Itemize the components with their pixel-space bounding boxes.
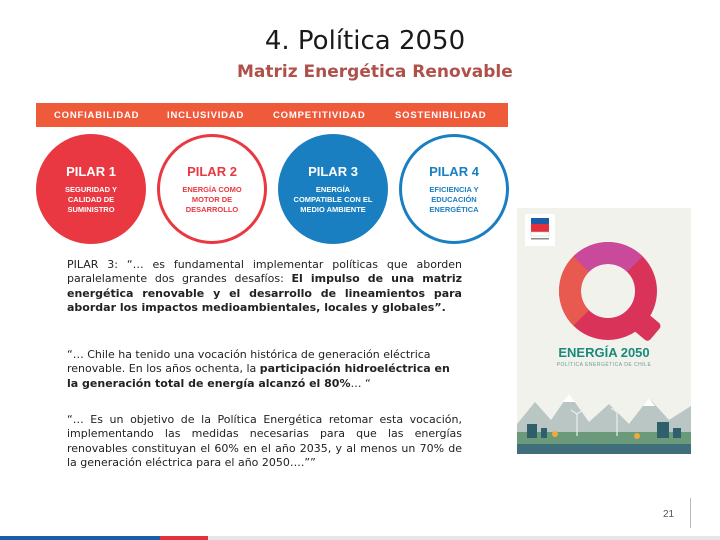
quote-text: … “	[350, 376, 371, 390]
quote-text: “… Chile ha tenido una vocación histórica de generación eléctrica renovable. En los años ochenta, la	[67, 348, 431, 376]
energia-2050-cover-image	[517, 208, 691, 454]
pillar-description: ENERGÍA COMPATIBLE CON EL MEDIO AMBIENTE	[293, 184, 373, 214]
slide-subtitle: Matriz Energética Renovable	[237, 62, 513, 82]
pillar-1-circle	[36, 134, 146, 244]
pillar-3-circle	[278, 134, 388, 244]
pillar-2-circle	[157, 134, 267, 244]
pillar-description: EFICIENCIA Y EDUCACIÓN ENERGÉTICA	[429, 184, 479, 214]
principle-label: SOSTENIBILIDAD	[395, 109, 487, 121]
principles-bar	[36, 103, 508, 127]
principle-label: CONFIABILIDAD	[54, 109, 140, 121]
principle-label: COMPETITIVIDAD	[273, 109, 366, 121]
pillar-title: PILAR 3	[308, 163, 358, 179]
footer-blue-segment	[0, 536, 160, 540]
pillar-description: ENERGÍA COMO MOTOR DE DESARROLLO	[182, 184, 242, 214]
quote-emphasis: El impulso de una matriz energética renovable y el desarrollo de lineamientos para abordar los impactos medioambientales, locales y globales”.	[67, 272, 463, 314]
government-shield-icon	[525, 214, 555, 246]
pillar-title: PILAR 2	[187, 163, 237, 179]
pillar-4-circle	[399, 134, 509, 244]
objective-quote: “… Es un objetivo de la Política Energética retomar esta vocación, implementando las medidas necesarias para que las energías renovables constituyan el 60% en el año 2035, y al menos un 70% de la generación eléctrica para el año 2050….””	[67, 413, 462, 469]
quote-emphasis: participación hidroeléctrica en la generación total de energía alcanzó el 80%	[67, 362, 450, 390]
footer-color-bar	[0, 536, 720, 540]
page-number: 21	[663, 509, 675, 520]
footer-grey-segment	[208, 536, 720, 540]
pillar-description: SEGURIDAD Y CALIDAD DE SUMINISTRO	[65, 184, 117, 214]
footer-divider	[690, 498, 691, 528]
cover-subtitle: POLÍTICA ENERGÉTICA DE CHILE	[556, 362, 652, 368]
pillar-title: PILAR 4	[429, 163, 479, 179]
footer-red-segment	[160, 536, 208, 540]
quote-text: PILAR 3: “… es fundamental implementar políticas que aborden paralelamente dos grandes desafíos:	[67, 258, 462, 286]
history-quote	[67, 348, 462, 391]
landscape-illustration	[517, 384, 691, 454]
slide-title: 4. Política 2050	[264, 26, 466, 56]
principle-label: INCLUSIVIDAD	[167, 109, 245, 121]
pillar-3-quote	[67, 258, 462, 315]
cover-title: ENERGÍA 2050	[558, 345, 650, 360]
pillar-title: PILAR 1	[66, 163, 116, 179]
